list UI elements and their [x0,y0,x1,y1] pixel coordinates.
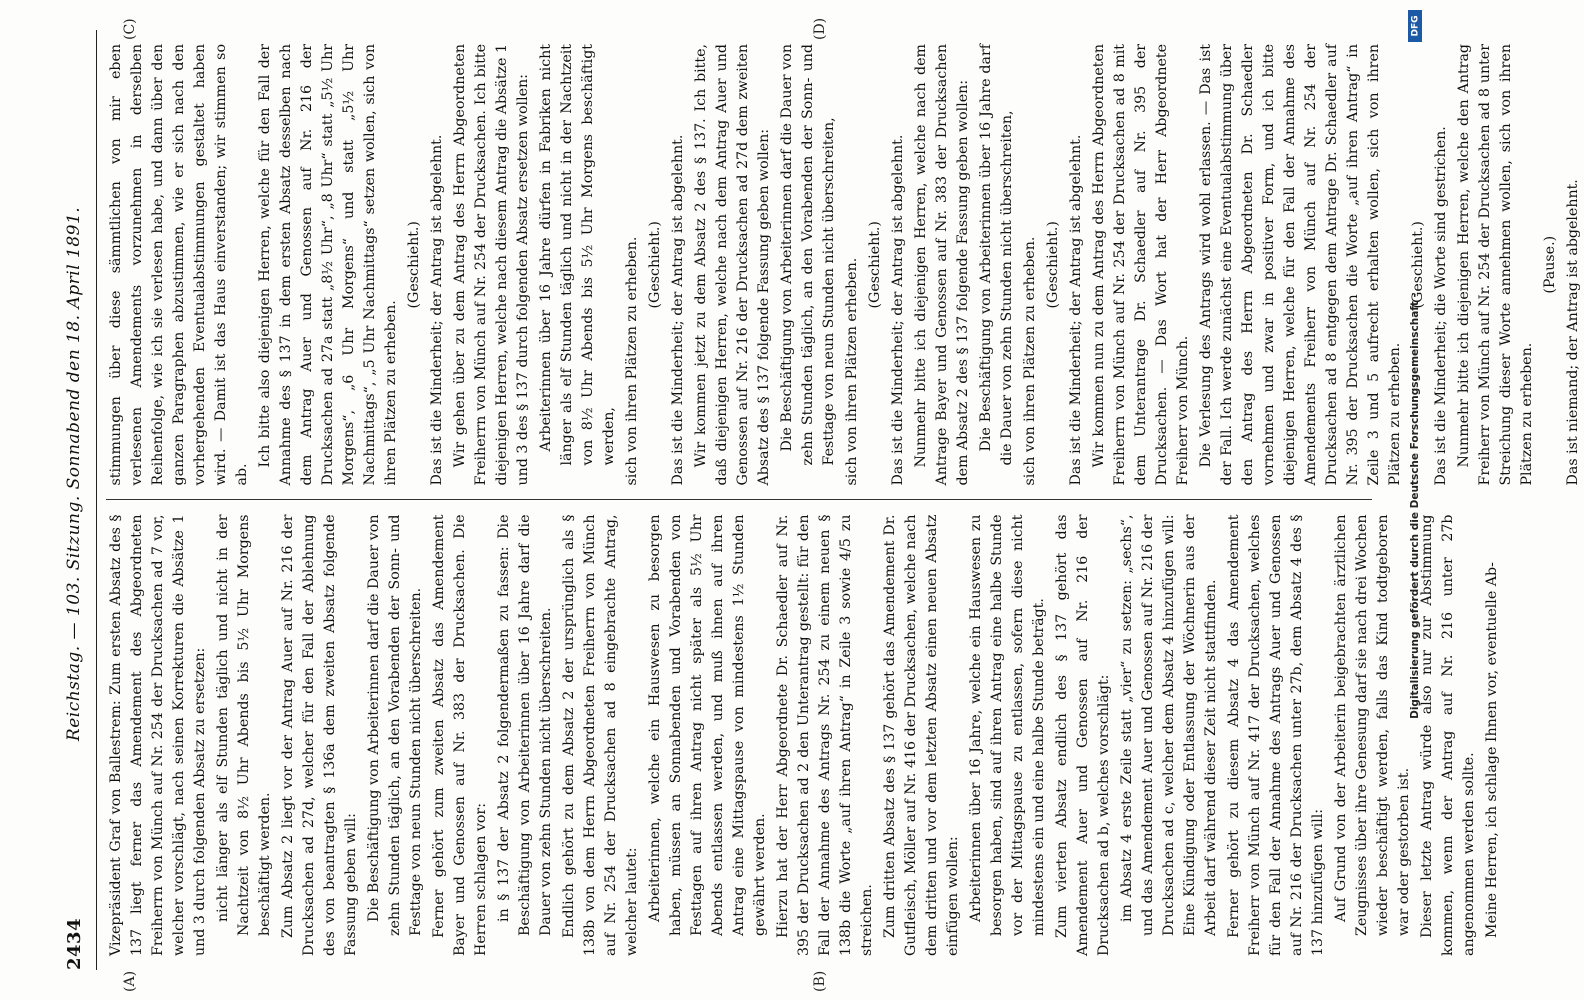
paragraph: (Geschieht.) [1045,221,1061,309]
paragraph: Wir gehen über zu dem Antrag des Herrn Abgeordneten Freiherrn von Münch auf Nr. 254 der Drucksachen. Ich bitte diejenigen Herren, welche nach diesem Antrag die Absätze 1 und 3 des § 137 durch folgenden Absatz ersetzen wollen: [452,44,531,486]
paragraph: Nunmehr bitte ich diejenigen Herren, welche den Antrag Freiherr von Münch auf Nr. 254 der Drucksachen ad 8 unter Streichung dieser Worte annehmen wollen, sich von ihren Plätzen zu erheben. [1456,44,1535,486]
paragraph: Zum vierten Absatz endlich des § 137 gehört das Amendement Auer und Genossen auf Nr. 216 der Drucksachen ad b, welches vorschlägt: [1054,514,1112,956]
page-title: Reichstag. — 103. Sitzung. Sonnabend den 18. April 1891. [64,206,84,742]
paragraph: Ich bitte also diejenigen Herren, welche für den Fall der Annahme des § 137 in dem ersten Absatz desselben nach dem Antrag Auer und Genossen auf Nr. 216 der Drucksachen ad 27a statt „8½ Uhr“, „8 Uhr“ statt „5½ Uhr Morgens“, „6 Uhr Morgens“ und statt „5½ Uhr Nachmittags“, „5 Uhr Nachmittags“ setzen wollen, sich von ihren Plätzen zu erheben. [257,44,399,486]
paragraph: Dieser letzte Antrag würde also nur zur Abstimmung kommen, wenn der Antrag auf Nr. 216 unter 27b angenommen werden sollte. [1419,514,1477,956]
paragraph: stimmungen über diese sämmtlichen von mir eben verlesenen Amendements vorzunehmen in derselben Reihenfolge, wie ich sie verlesen habe, und dann über den ganzen Paragraphen abzustimmen, wie er sich nach den vorhergehenden Eventualabstimmungen gestaltet haben wird. — Damit ist das Haus einverstanden; wir stimmen so ab. [108,44,250,486]
paragraph: Das ist die Minderheit; die Worte sind gestrichen. [1433,126,1449,486]
paragraph: Das ist die Minderheit; der Antrag ist abgelehnt. [890,134,906,486]
paragraph: Das ist die Minderheit; der Antrag ist abgelehnt. [429,134,445,486]
paragraph: Arbeiterinnen über 16 Jahre dürfen in Fabriken nicht länger als elf Stunden täglich und nicht in der Nachtzeit von 8½ Uhr Abends bis 5½ Uhr Morgens beschäftigt werden, [538,44,617,466]
paragraph: Arbeiterinnen, welche ein Hauswesen zu besorgen haben, müssen an Sonnabenden und Vorabenden von Festtagen auf ihren Antrag nicht später als 5½ Uhr Abends entlassen werden, und muß ihnen auf ihren Antrag eine Mittagspause von mindestens 1½ Stunden gewährt werden. [647,514,768,936]
paragraph: sich von ihren Plätzen erheben. [844,257,860,486]
paragraph: Die Verlesung des Antrags wird wohl erlassen. — Das ist der Fall. Ich werde zunächst eine Eventualabstimmung über den Antrag des Herrn Abgeordneten Dr. Schaedler vornehmen und zwar in positiver Form, und ich bitte diejenigen Herren, welche für den Fall der Annahme des Amendements Freiherr von Münch auf Nr. 254 der Drucksachen ad 8 entgegen dem Antrage Dr. Schaedler auf Nr. 395 der Drucksachen die Worte „auf ihren Antrag“ in Zeile 3 und 5 aufrecht erhalten wollen, sich von ihren Plätzen zu erheben. [1198,44,1403,486]
paragraph: in § 137 der Absatz 2 folgendermaßen zu fassen: Die Beschäftigung von Arbeiterinnen über 16 Jahre darf die Dauer von zehn Stunden nicht überschreiten. [496,514,554,936]
paragraph: im Absatz 4 erste Zeile statt „vier“ zu setzen: „sechs“, und das Amendement Auer und Genossen auf Nr. 216 der Drucksachen ad c, welcher dem Absatz 4 hinzufügen will: Eine Kündigung oder Entlassung der Wöchnerin aus der Arbeit darf während dieser Zeit nicht stattfinden. [1119,514,1219,936]
paragraph: Das ist die Minderheit; der Antrag ist abgelehnt. [670,134,686,486]
paragraph: Vizepräsident Graf von Ballestrem: Zum ersten Absatz des § 137 liegt ferner das Amendement des Abgeordneten Freiherrn von Münch auf Nr. 254 der Drucksachen ad 7 vor, welcher vorschlägt, nach seinen Korrekturen die Absätze 1 und 3 durch folgenden Absatz zu ersetzen: [108,514,208,956]
margin-marker-c: (C) [122,18,138,40]
paragraph: Das ist die Minderheit; der Antrag ist abgelehnt. [1068,134,1084,486]
paragraph: (Geschieht.) [647,221,663,309]
paragraph: Hierzu hat der Herr Abgeordnete Dr. Schaedler auf Nr. 395 der Drucksachen ad 2 den Unterantrag gestellt: für den Fall der Annahme des Antrags Nr. 254 zu einem neuen § 138b die Worte „auf ihren Antrag“ in Zeile 3 sowie 4/5 zu streichen. [775,514,875,956]
paragraph: Ferner gehört zu diesem Absatz 4 das Amendement Freiherr von Münch auf Nr. 417 der Drucksachen, welches für den Fall der Annahme des Antrags Auer und Genossen auf Nr. 216 der Drucksachen unter 27b, dem Absatz 4 des § 137 hinzufügen will: [1226,514,1326,956]
paragraph: Zum dritten Absatz des § 137 gehört das Amendement Dr. Gutfleisch, Möller auf Nr. 416 der Drucksachen, welche nach dem dritten und vor dem letzten Absatz einen neuen Absatz einfügen wollen: [882,514,961,956]
paragraph: Zum Absatz 2 liegt vor der Antrag Auer auf Nr. 216 der Drucksachen ad 27d, welcher für den Fall der Ablehnung des von beantragten § 136a dem zweiten Absatz folgende Fassung geben will: [280,514,359,956]
paragraph: Arbeiterinnen über 16 Jahre, welche ein Hauswesen zu besorgen haben, sind auf ihren Antrag eine halbe Stunde vor der Mittagspause zu entlassen, sofern diese nicht mindestens ein und eine halbe Stunde beträgt. [968,514,1047,936]
paragraph: (Geschieht.) [867,221,883,309]
right-column [106,30,1581,500]
paragraph: nicht länger als elf Stunden täglich und nicht in der Nachtzeit von 8½ Uhr Abends bis 5½ Uhr Morgens beschäftigt werden. [215,514,273,936]
margin-marker-a: (A) [122,970,138,992]
margin-marker-b: (B) [812,970,828,992]
paragraph: Auf Grund von der Arbeiterin beigebrachten ärztlichen Zeugnisses über ihre Genesung darf sie nach drei Wochen wieder beschäftigt werden, falls das Kind todtgeboren war oder gestorben ist. [1333,514,1412,936]
credit-text: Digitalisierung gefördert durch die Deutsche Forschungsgemeinschaft - [1409,293,1421,719]
margin-marker-d: (D) [812,17,828,40]
page-number: 2434 [63,917,85,970]
paragraph: Die Beschäftigung von Arbeiterinnen darf die Dauer von zehn Stunden täglich, an den Vorabenden der Sonn- und Festtage von neun Stunden nicht überschreiten. [366,514,424,936]
paragraph: (Pause.) [1542,235,1558,294]
paragraph: Meine Herren, ich schlage Ihnen vor, eventuelle Ab- [1484,562,1500,938]
paragraph: Das ist niemand; der Antrag ist abgelehnt. [1565,179,1581,486]
dfg-logo: DFG [1408,10,1422,42]
paragraph: Die Beschäftigung von Arbeiterinnen über 16 Jahre darf die Dauer von zehn Stunden nicht überschreiten, [978,44,1015,466]
paragraph: Wir kommen jetzt zu dem Absatz 2 des § 137. Ich bitte, daß diejenigen Herren, welche nach dem Antrag Auer und Genossen auf Nr. 216 der Drucksachen ad 27d dem zweiten Absatz des § 137 folgende Fassung geben wollen: [693,44,772,486]
paragraph: sich von ihren Plätzen zu erheben. [1022,236,1038,486]
paragraph: Die Beschäftigung von Arbeiterinnen darf die Dauer von zehn Stunden täglich, an den Vorabenden der Sonn- und Festtage von neun Stunden nicht überschreiten, [779,44,837,466]
paragraph: Nunmehr bitte ich diejenigen Herren, welche nach dem Antrage Bayer und Genossen auf Nr. 383 der Drucksachen dem Absatz 2 des § 137 folgende Fassung geben wollen: [913,44,971,486]
digitization-credit [1398,6,1432,906]
paragraph: Wir kommen nun zu dem Antrag des Herrn Abgeordneten Freiherrn von Münch auf Nr. 254 der Drucksachen ad 8 mit dem Unterantrage Dr. Schaedler auf Nr. 395 der Drucksachen. — Das Wort hat der Herr Abgeordnete Freiherr von Münch. [1091,44,1191,486]
paragraph: (Geschieht.) [406,221,422,309]
paragraph: Ferner gehört zum zweiten Absatz das Amendement Bayer und Genossen auf Nr. 383 der Drucksachen. Die Herren schlagen vor: [431,514,489,956]
paragraph: (Geschieht.) [1410,221,1426,309]
paragraph: sich von ihren Plätzen zu erheben. [624,236,640,486]
page-header [52,30,97,970]
paragraph: Endlich gehört zu dem Absatz 2 der ursprünglich als § 138b von dem Herrn Abgeordneten Freiherrn von Münch auf Nr. 254 der Drucksachen ad 8 eingebrachte Antrag, welcher lautet: [561,514,640,956]
